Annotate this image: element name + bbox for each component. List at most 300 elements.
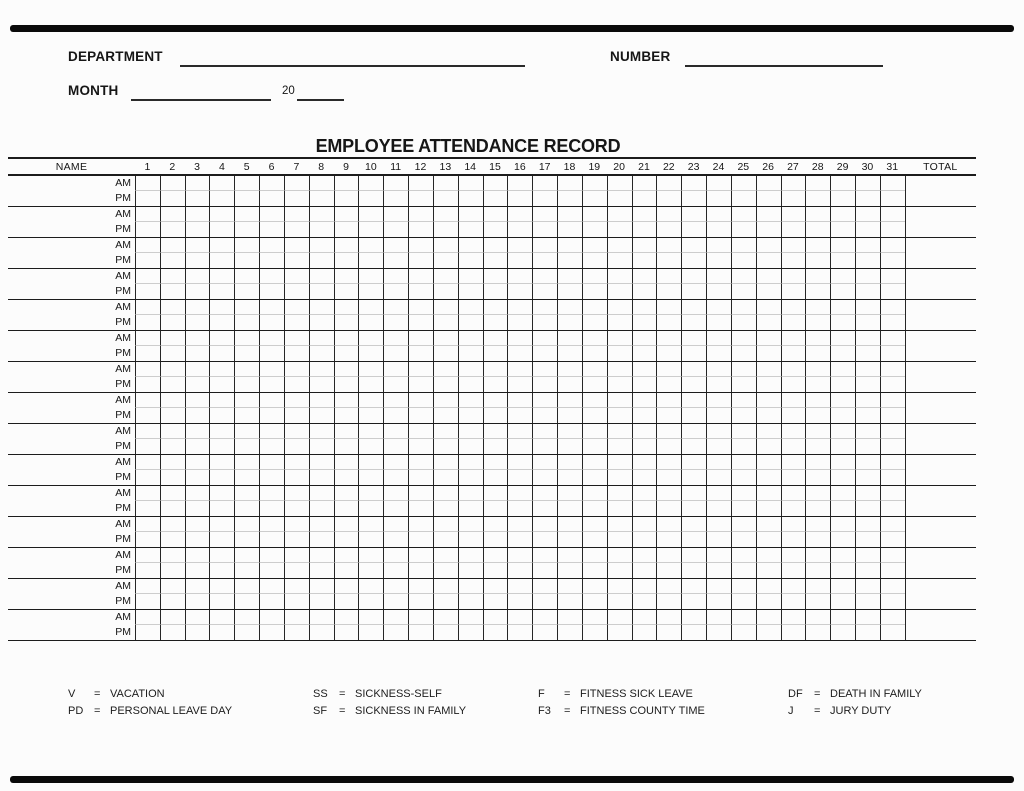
attendance-cell[interactable] [433,238,458,253]
attendance-cell[interactable] [632,331,657,346]
attendance-cell[interactable] [408,594,433,609]
attendance-cell[interactable] [135,579,160,594]
attendance-cell[interactable] [458,269,483,284]
attendance-cell[interactable] [855,346,880,361]
attendance-cell[interactable] [160,439,185,454]
attendance-cell[interactable] [656,532,681,547]
attendance-cell[interactable] [632,594,657,609]
attendance-cell[interactable] [309,362,334,377]
attendance-cell[interactable] [458,455,483,470]
attendance-cell[interactable] [284,470,309,485]
attendance-cell[interactable] [706,253,731,268]
attendance-cell[interactable] [830,625,855,640]
attendance-cell[interactable] [805,548,830,563]
attendance-cell[interactable] [681,424,706,439]
attendance-cell[interactable] [830,362,855,377]
attendance-cell[interactable] [756,238,781,253]
attendance-cell[interactable] [830,470,855,485]
attendance-cell[interactable] [483,300,508,315]
attendance-cell[interactable] [607,532,632,547]
attendance-cell[interactable] [209,346,234,361]
attendance-cell[interactable] [433,346,458,361]
total-cell[interactable] [905,393,976,408]
attendance-cell[interactable] [557,625,582,640]
attendance-cell[interactable] [532,207,557,222]
attendance-cell[interactable] [781,532,806,547]
attendance-cell[interactable] [805,207,830,222]
attendance-cell[interactable] [681,563,706,578]
employee-name-cell-pm[interactable]: PM [115,378,131,390]
employee-name-cell-pm[interactable]: PM [115,285,131,297]
attendance-cell[interactable] [135,594,160,609]
attendance-cell[interactable] [334,579,359,594]
attendance-cell[interactable] [805,253,830,268]
attendance-cell[interactable] [532,222,557,237]
attendance-cell[interactable] [259,315,284,330]
attendance-cell[interactable] [731,331,756,346]
attendance-cell[interactable] [830,486,855,501]
attendance-cell[interactable] [781,470,806,485]
attendance-cell[interactable] [185,548,210,563]
attendance-cell[interactable] [656,300,681,315]
total-cell[interactable] [905,238,976,253]
attendance-cell[interactable] [607,176,632,191]
attendance-cell[interactable] [607,331,632,346]
attendance-cell[interactable] [185,315,210,330]
attendance-cell[interactable] [656,625,681,640]
attendance-cell[interactable] [160,315,185,330]
attendance-cell[interactable] [681,579,706,594]
attendance-cell[interactable] [209,532,234,547]
attendance-cell[interactable] [408,346,433,361]
attendance-cell[interactable] [830,563,855,578]
attendance-cell[interactable] [656,176,681,191]
attendance-cell[interactable] [681,532,706,547]
attendance-cell[interactable] [781,300,806,315]
attendance-cell[interactable] [731,579,756,594]
attendance-cell[interactable] [284,517,309,532]
attendance-cell[interactable] [284,207,309,222]
attendance-cell[interactable] [408,207,433,222]
attendance-cell[interactable] [234,393,259,408]
attendance-cell[interactable] [656,548,681,563]
attendance-cell[interactable] [507,176,532,191]
attendance-cell[interactable] [632,191,657,206]
attendance-cell[interactable] [756,300,781,315]
attendance-cell[interactable] [383,377,408,392]
attendance-cell[interactable] [234,501,259,516]
attendance-cell[interactable] [135,346,160,361]
attendance-cell[interactable] [607,408,632,423]
attendance-cell[interactable] [805,222,830,237]
attendance-cell[interactable] [607,393,632,408]
attendance-cell[interactable] [681,362,706,377]
attendance-cell[interactable] [681,315,706,330]
attendance-cell[interactable] [582,253,607,268]
attendance-cell[interactable] [433,501,458,516]
attendance-cell[interactable] [458,486,483,501]
attendance-cell[interactable] [830,191,855,206]
attendance-cell[interactable] [656,191,681,206]
attendance-cell[interactable] [880,424,905,439]
attendance-cell[interactable] [408,563,433,578]
attendance-cell[interactable] [532,408,557,423]
attendance-cell[interactable] [358,331,383,346]
attendance-cell[interactable] [458,424,483,439]
attendance-cell[interactable] [135,563,160,578]
attendance-cell[interactable] [607,346,632,361]
attendance-cell[interactable] [830,408,855,423]
attendance-cell[interactable] [582,486,607,501]
attendance-cell[interactable] [781,439,806,454]
employee-name-cell-pm[interactable]: PM [115,223,131,235]
attendance-cell[interactable] [532,393,557,408]
attendance-cell[interactable] [408,439,433,454]
attendance-cell[interactable] [756,284,781,299]
attendance-cell[interactable] [259,563,284,578]
attendance-cell[interactable] [185,269,210,284]
attendance-cell[interactable] [607,300,632,315]
attendance-cell[interactable] [805,486,830,501]
attendance-cell[interactable] [458,300,483,315]
attendance-cell[interactable] [880,176,905,191]
attendance-cell[interactable] [756,486,781,501]
attendance-cell[interactable] [234,346,259,361]
attendance-cell[interactable] [135,269,160,284]
attendance-cell[interactable] [185,610,210,625]
number-fill-line[interactable] [685,51,883,67]
attendance-cell[interactable] [160,455,185,470]
attendance-cell[interactable] [731,532,756,547]
attendance-cell[interactable] [880,579,905,594]
attendance-cell[interactable] [731,501,756,516]
attendance-cell[interactable] [383,594,408,609]
attendance-cell[interactable] [234,439,259,454]
attendance-cell[interactable] [185,300,210,315]
attendance-cell[interactable] [185,207,210,222]
attendance-cell[interactable] [557,362,582,377]
attendance-cell[interactable] [433,269,458,284]
attendance-cell[interactable] [805,362,830,377]
attendance-cell[interactable] [830,532,855,547]
total-cell[interactable] [905,331,976,346]
attendance-cell[interactable] [507,439,532,454]
attendance-cell[interactable] [880,408,905,423]
total-cell[interactable] [905,408,976,423]
attendance-cell[interactable] [706,439,731,454]
attendance-cell[interactable] [234,222,259,237]
attendance-cell[interactable] [209,439,234,454]
attendance-cell[interactable] [830,610,855,625]
attendance-cell[interactable] [458,191,483,206]
attendance-cell[interactable] [160,300,185,315]
attendance-cell[interactable] [334,610,359,625]
attendance-cell[interactable] [756,253,781,268]
attendance-cell[interactable] [259,191,284,206]
employee-name-cell-am[interactable]: AM [115,332,131,344]
attendance-cell[interactable] [706,346,731,361]
attendance-cell[interactable] [234,253,259,268]
attendance-cell[interactable] [383,486,408,501]
attendance-cell[interactable] [656,284,681,299]
attendance-cell[interactable] [209,563,234,578]
attendance-cell[interactable] [632,455,657,470]
attendance-cell[interactable] [383,284,408,299]
attendance-cell[interactable] [284,439,309,454]
total-cell[interactable] [905,207,976,222]
attendance-cell[interactable] [781,486,806,501]
attendance-cell[interactable] [135,408,160,423]
attendance-cell[interactable] [284,594,309,609]
attendance-cell[interactable] [209,501,234,516]
attendance-cell[interactable] [830,300,855,315]
attendance-cell[interactable] [507,300,532,315]
attendance-cell[interactable] [433,377,458,392]
attendance-cell[interactable] [781,253,806,268]
department-fill-line[interactable] [180,51,525,67]
attendance-cell[interactable] [532,284,557,299]
attendance-cell[interactable] [507,517,532,532]
attendance-cell[interactable] [458,176,483,191]
attendance-cell[interactable] [557,393,582,408]
total-cell[interactable] [905,563,976,578]
attendance-cell[interactable] [781,610,806,625]
attendance-cell[interactable] [681,501,706,516]
attendance-cell[interactable] [483,377,508,392]
attendance-cell[interactable] [532,548,557,563]
attendance-cell[interactable] [483,455,508,470]
attendance-cell[interactable] [507,238,532,253]
attendance-cell[interactable] [532,532,557,547]
attendance-cell[interactable] [607,470,632,485]
attendance-cell[interactable] [160,486,185,501]
attendance-cell[interactable] [557,408,582,423]
attendance-cell[interactable] [781,269,806,284]
attendance-cell[interactable] [433,548,458,563]
attendance-cell[interactable] [483,439,508,454]
attendance-cell[interactable] [830,393,855,408]
attendance-cell[interactable] [259,300,284,315]
attendance-cell[interactable] [334,532,359,547]
attendance-cell[interactable] [408,176,433,191]
attendance-cell[interactable] [259,610,284,625]
attendance-cell[interactable] [532,377,557,392]
total-cell[interactable] [905,300,976,315]
attendance-cell[interactable] [756,563,781,578]
attendance-cell[interactable] [483,408,508,423]
attendance-cell[interactable] [185,439,210,454]
attendance-cell[interactable] [185,222,210,237]
attendance-cell[interactable] [532,501,557,516]
attendance-cell[interactable] [334,486,359,501]
employee-name-cell-am[interactable]: AM [115,208,131,220]
attendance-cell[interactable] [805,625,830,640]
attendance-cell[interactable] [209,548,234,563]
attendance-cell[interactable] [458,517,483,532]
attendance-cell[interactable] [507,269,532,284]
attendance-cell[interactable] [632,207,657,222]
attendance-cell[interactable] [507,362,532,377]
attendance-cell[interactable] [358,176,383,191]
attendance-cell[interactable] [880,455,905,470]
attendance-cell[interactable] [582,455,607,470]
attendance-cell[interactable] [185,362,210,377]
attendance-cell[interactable] [433,563,458,578]
attendance-cell[interactable] [557,610,582,625]
attendance-cell[interactable] [756,176,781,191]
total-cell[interactable] [905,377,976,392]
attendance-cell[interactable] [706,579,731,594]
attendance-cell[interactable] [632,408,657,423]
attendance-cell[interactable] [284,315,309,330]
attendance-cell[interactable] [209,362,234,377]
attendance-cell[interactable] [731,470,756,485]
attendance-cell[interactable] [185,408,210,423]
attendance-cell[interactable] [582,315,607,330]
attendance-cell[interactable] [209,284,234,299]
attendance-cell[interactable] [781,594,806,609]
attendance-cell[interactable] [483,238,508,253]
attendance-cell[interactable] [483,563,508,578]
attendance-cell[interactable] [458,501,483,516]
attendance-cell[interactable] [408,501,433,516]
attendance-cell[interactable] [830,176,855,191]
attendance-cell[interactable] [259,269,284,284]
attendance-cell[interactable] [681,253,706,268]
attendance-cell[interactable] [656,424,681,439]
attendance-cell[interactable] [209,625,234,640]
attendance-cell[interactable] [507,346,532,361]
total-cell[interactable] [905,501,976,516]
attendance-cell[interactable] [756,455,781,470]
attendance-cell[interactable] [607,424,632,439]
attendance-cell[interactable] [383,625,408,640]
attendance-cell[interactable] [234,207,259,222]
attendance-cell[interactable] [160,424,185,439]
attendance-cell[interactable] [756,207,781,222]
attendance-cell[interactable] [234,269,259,284]
attendance-cell[interactable] [160,563,185,578]
attendance-cell[interactable] [880,625,905,640]
attendance-cell[interactable] [731,191,756,206]
attendance-cell[interactable] [358,486,383,501]
attendance-cell[interactable] [582,579,607,594]
attendance-cell[interactable] [458,393,483,408]
attendance-cell[interactable] [160,393,185,408]
attendance-cell[interactable] [433,439,458,454]
attendance-cell[interactable] [731,439,756,454]
attendance-cell[interactable] [830,238,855,253]
attendance-cell[interactable] [507,315,532,330]
attendance-cell[interactable] [309,455,334,470]
total-cell[interactable] [905,269,976,284]
attendance-cell[interactable] [805,300,830,315]
attendance-cell[interactable] [334,207,359,222]
attendance-cell[interactable] [731,625,756,640]
attendance-cell[interactable] [855,377,880,392]
attendance-cell[interactable] [632,517,657,532]
attendance-cell[interactable] [160,176,185,191]
attendance-cell[interactable] [358,207,383,222]
attendance-cell[interactable] [458,377,483,392]
employee-name-cell-pm[interactable]: PM [115,502,131,514]
attendance-cell[interactable] [781,222,806,237]
attendance-cell[interactable] [458,532,483,547]
attendance-cell[interactable] [731,253,756,268]
attendance-cell[interactable] [259,455,284,470]
attendance-cell[interactable] [880,532,905,547]
attendance-cell[interactable] [632,253,657,268]
attendance-cell[interactable] [855,191,880,206]
attendance-cell[interactable] [607,284,632,299]
attendance-cell[interactable] [706,207,731,222]
attendance-cell[interactable] [582,269,607,284]
attendance-cell[interactable] [309,408,334,423]
attendance-cell[interactable] [309,238,334,253]
employee-name-cell-am[interactable]: AM [115,394,131,406]
attendance-cell[interactable] [656,455,681,470]
attendance-cell[interactable] [185,455,210,470]
attendance-cell[interactable] [334,455,359,470]
attendance-cell[interactable] [458,439,483,454]
attendance-cell[interactable] [309,532,334,547]
employee-name-cell-pm[interactable]: PM [115,595,131,607]
attendance-cell[interactable] [880,346,905,361]
attendance-cell[interactable] [681,548,706,563]
employee-name-cell-pm[interactable]: PM [115,564,131,576]
employee-name-cell-am[interactable]: AM [115,456,131,468]
attendance-cell[interactable] [234,594,259,609]
attendance-cell[interactable] [756,424,781,439]
attendance-cell[interactable] [756,501,781,516]
employee-name-cell-am[interactable]: AM [115,301,131,313]
attendance-cell[interactable] [135,424,160,439]
attendance-cell[interactable] [507,253,532,268]
attendance-cell[interactable] [309,346,334,361]
attendance-cell[interactable] [880,238,905,253]
attendance-cell[interactable] [284,486,309,501]
attendance-cell[interactable] [855,362,880,377]
attendance-cell[interactable] [234,191,259,206]
attendance-cell[interactable] [135,610,160,625]
total-cell[interactable] [905,486,976,501]
attendance-cell[interactable] [284,238,309,253]
attendance-cell[interactable] [632,176,657,191]
attendance-cell[interactable] [259,346,284,361]
attendance-cell[interactable] [532,362,557,377]
attendance-cell[interactable] [135,284,160,299]
attendance-cell[interactable] [706,501,731,516]
attendance-cell[interactable] [284,408,309,423]
attendance-cell[interactable] [309,191,334,206]
employee-name-cell-pm[interactable]: PM [115,440,131,452]
attendance-cell[interactable] [334,346,359,361]
attendance-cell[interactable] [209,486,234,501]
attendance-cell[interactable] [781,548,806,563]
attendance-cell[interactable] [483,625,508,640]
attendance-cell[interactable] [855,253,880,268]
attendance-cell[interactable] [309,253,334,268]
attendance-cell[interactable] [805,191,830,206]
attendance-cell[interactable] [234,331,259,346]
attendance-cell[interactable] [855,610,880,625]
attendance-cell[interactable] [607,377,632,392]
attendance-cell[interactable] [731,238,756,253]
attendance-cell[interactable] [383,439,408,454]
attendance-cell[interactable] [607,625,632,640]
attendance-cell[interactable] [507,408,532,423]
attendance-cell[interactable] [309,486,334,501]
